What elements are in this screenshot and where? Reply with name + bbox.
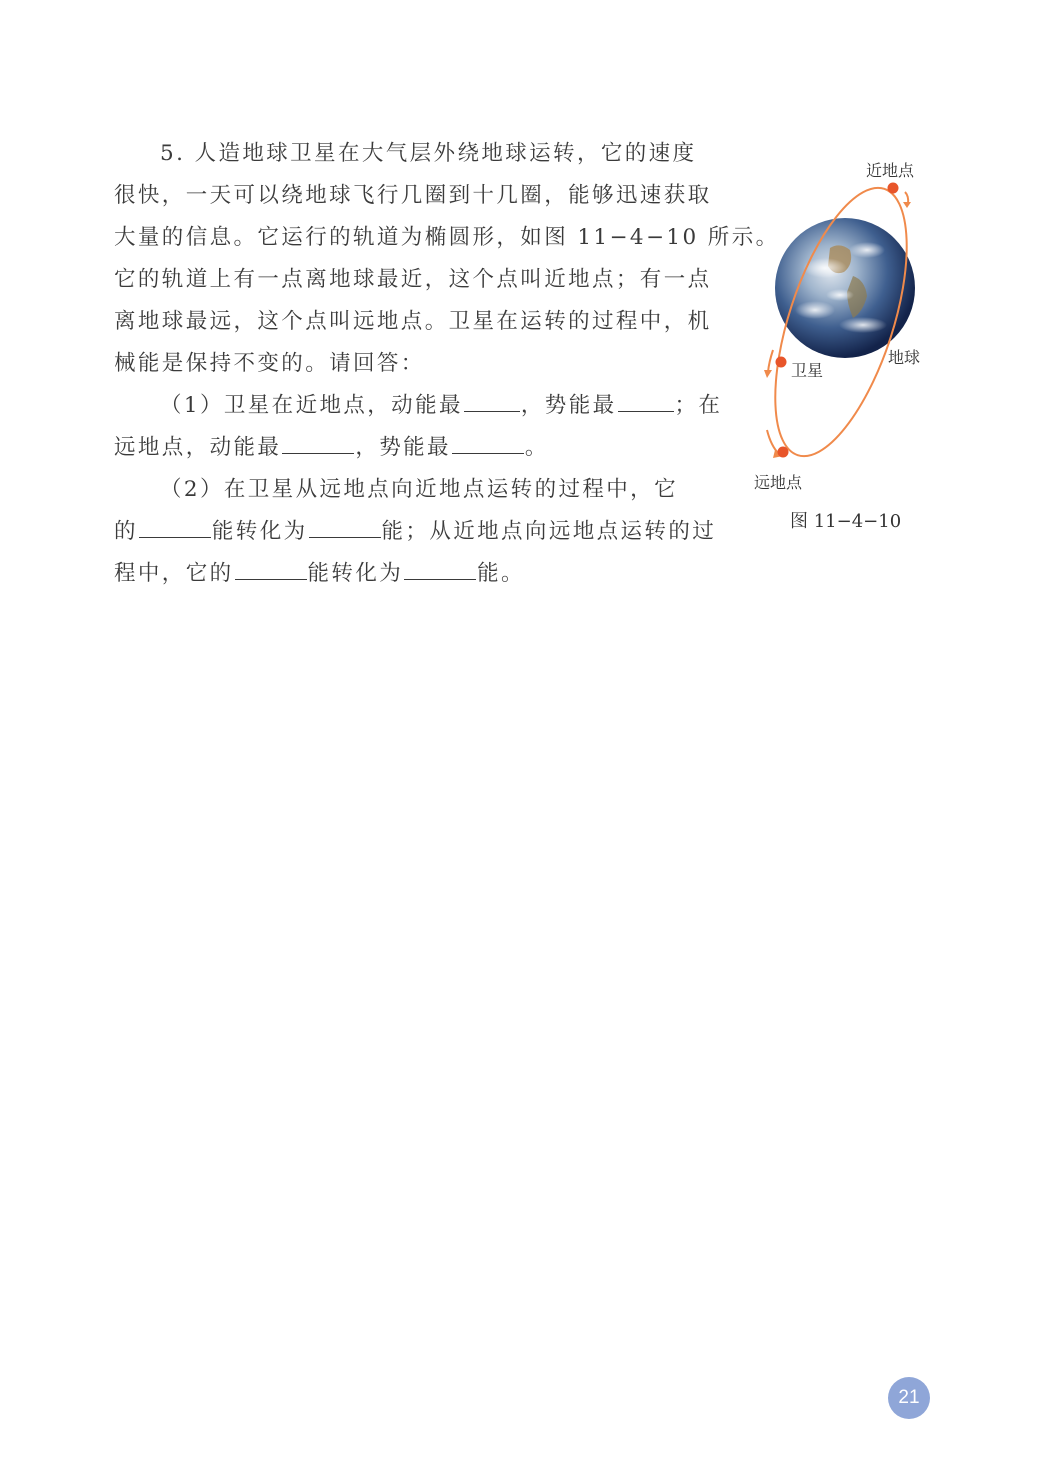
orbit-figure xyxy=(745,150,945,550)
intro-line: 离地球最远，这个点叫远地点。卫星在运转的过程中，机 xyxy=(114,309,712,334)
intro-line: 5. 人造地球卫星在大气层外绕地球运转，它的速度 xyxy=(160,141,697,166)
page-number: 21 xyxy=(888,1377,930,1419)
satellite-marker xyxy=(776,357,787,368)
q2-text: 能。 xyxy=(477,561,525,586)
q2-line-3 xyxy=(114,553,720,595)
orbit-diagram xyxy=(745,150,945,490)
q1-text: ，势能最 xyxy=(520,393,617,418)
q2-line-2 xyxy=(114,511,720,553)
answer-blank[interactable] xyxy=(235,557,307,580)
direction-arrow-icon xyxy=(764,350,773,378)
direction-arrow-icon xyxy=(903,192,911,208)
answer-blank[interactable] xyxy=(618,389,674,412)
q2-text: 能；从近地点向远地点运转的过 xyxy=(381,519,717,544)
answer-blank[interactable] xyxy=(404,557,476,580)
q2-text: 程中，它的 xyxy=(114,561,234,586)
intro-line: 它的轨道上有一点离地球最近，这个点叫近地点；有一点 xyxy=(114,267,712,292)
answer-blank[interactable] xyxy=(139,515,211,538)
figure-caption: 图 11−4−10 xyxy=(790,511,902,532)
q1-text: ；在 xyxy=(674,393,723,418)
q1-text: 。 xyxy=(524,435,549,460)
apogee-marker xyxy=(778,447,789,458)
q2-line-1: （2）在卫星从远地点向近地点运转的过程中，它 xyxy=(160,477,678,502)
q1-line-2 xyxy=(114,427,720,469)
answer-blank[interactable] xyxy=(282,431,354,454)
answer-blank[interactable] xyxy=(309,515,381,538)
intro-line: 大量的信息。它运行的轨道为椭圆形，如图 11−4−10 所示。 xyxy=(114,225,780,250)
intro-line: 械能是保持不变的。请回答： xyxy=(114,351,425,376)
satellite-label: 卫星 xyxy=(791,361,824,380)
intro-line: 很快，一天可以绕地球飞行几圈到十几圈，能够迅速获取 xyxy=(114,183,712,208)
q1-text: ，势能最 xyxy=(355,435,451,460)
answer-blank[interactable] xyxy=(452,431,524,454)
perigee-label: 近地点 xyxy=(866,161,915,180)
apogee-label: 远地点 xyxy=(754,473,803,492)
q1-text: 远地点，动能最 xyxy=(114,435,282,460)
q2-text: 能转化为 xyxy=(211,519,308,544)
earth-label: 地球 xyxy=(888,348,921,367)
question-text xyxy=(114,133,780,595)
answer-blank[interactable] xyxy=(464,389,520,412)
q1-text: （1）卫星在近地点，动能最 xyxy=(160,393,463,418)
q1-line-1 xyxy=(114,385,723,427)
perigee-marker xyxy=(888,183,899,194)
q2-text: 能转化为 xyxy=(307,561,404,586)
earth-icon xyxy=(775,218,915,358)
q2-text: 的 xyxy=(114,519,138,544)
